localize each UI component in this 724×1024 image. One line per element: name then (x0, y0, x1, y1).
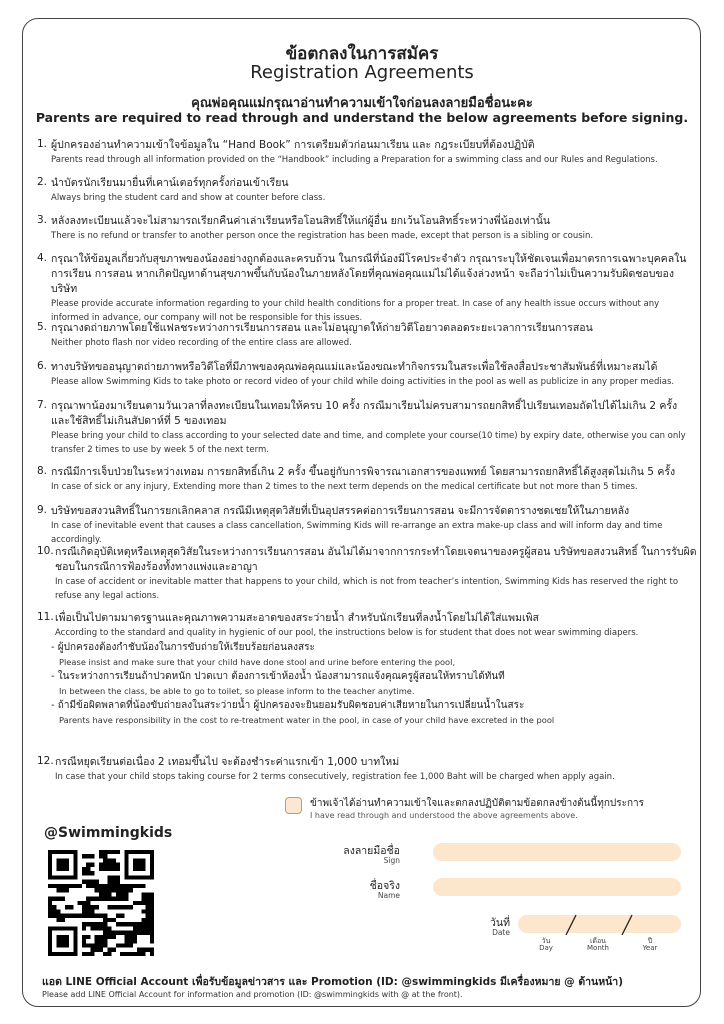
agreement-item-4 (37, 252, 697, 325)
item-text-th: กรณีมีการเจ็บป่วยในระหว่างเทอม การยกสิทธิ์เกิน 2 ครั้ง ขึ้นอยู่กับการพิจารณาเอกสารของแพทย์ โดยสามารถยกสิทธิ์ได้สูงสุดไม่เกิน 5 ครั้ง (51, 466, 676, 478)
item-text-th: บริษัทขอสงวนสิทธิ์ในการยกเลิกคลาส กรณีมีเหตุสุดวิสัยที่เป็นอุปสรรคต่อการเรียนการสอน จะมีการจัดตารางชดเชยให้ในภายหลัง (51, 505, 630, 517)
sub-item-th: - ผู้ปกครองต้องกำชับน้องในการขับถ่ายให้เรียบร้อยก่อนลงสระ (51, 642, 315, 653)
item-text-en: In case of inevitable event that causes a class cancellation, Swimming Kids will re-arrange an extra make-up class and will inform day and time accordingly. (51, 521, 663, 545)
item-text-th: กรุณางดถ่ายภาพโดยใช้แฟลชระหว่างการเรียนการสอน และไม่อนุญาตให้ถ่ายวิดีโอยาวตลอดระยะเวลาการเรียนการสอน (51, 322, 593, 334)
date-separators (518, 913, 681, 935)
date-label-en: Date (492, 928, 510, 937)
agree-checkbox[interactable] (285, 797, 302, 814)
title-en: Registration Agreements (250, 62, 474, 83)
item-text-th: กรณีหยุดเรียนต่อเนื่อง 2 เทอมขึ้นไป จะต้องชำระค่าแรกเข้า 1,000 บาทใหม่ (55, 756, 400, 768)
name-label-en: Name (377, 891, 400, 900)
month-label-en: Month (587, 944, 609, 952)
item-number: 10. (37, 545, 54, 557)
agreement-item-5 (37, 321, 697, 350)
title-th: ข้อตกลงในการสมัคร (285, 44, 439, 64)
item-number: 12. (37, 755, 54, 767)
social-handle: @Swimmingkids (44, 825, 173, 841)
item-text-en: Please provide accurate information regarding to your child health conditions for a proper treat. In case of any health issue occurs without any informed in advance, our company will not be responsible for this issues. (51, 299, 660, 323)
sub-item-en: Parents have responsibility in the cost to re-treatment water in the pool, in case of your child have excreted in the pool (59, 715, 555, 725)
item-text-en: According to the standard and quality in hygienic of our pool, the instructions below is for student that does not wear swimming diapers. (55, 628, 639, 638)
item-text-en: In case of sick or any injury, Extending more than 2 times to the next term depends on the medical certificate but not more than 5 times. (51, 482, 638, 492)
item-number: 5. (37, 321, 48, 333)
day-label-th: วัน (541, 937, 551, 945)
item-number: 1. (37, 138, 48, 150)
item-number: 4. (37, 252, 48, 264)
item-text-en: In case of accident or inevitable matter that happens to your child, which is not from teacher’s intention, Swimming Kids has reserved the right to refuse any legal actions. (55, 577, 679, 601)
item-text-th: นำบัตรนักเรียนมายื่นที่เคาน์เตอร์ทุกครั้งก่อนเข้าเรียน (51, 177, 289, 189)
agreement-item-6 (37, 360, 697, 389)
sub-item-th: - ถ้ามีข้อผิดพลาดที่น้องขับถ่ายลงในสระว่ายน้ำ ผู้ปกครองจะยินยอมรับผิดชอบค่าเสียหายในการเปลี่ยนน้ำในสระ (51, 700, 525, 711)
item-number: 8. (37, 465, 48, 477)
name-field[interactable] (433, 878, 681, 896)
agreement-item-1 (37, 138, 697, 167)
agree-text-th: ข้าพเจ้าได้อ่านทำความเข้าใจและตกลงปฏิบัติตามข้อตกลงข้างต้นนี้ทุกประการ (310, 798, 645, 809)
item-text-en: In case that your child stops taking course for 2 terms consecutively, registration fee 1,000 Baht will be charged when apply again. (55, 772, 615, 782)
item-text-en: Always bring the student card and show at counter before class. (51, 193, 326, 203)
item-text-th: ผู้ปกครองอ่านทำความเข้าใจข้อมูลใน “Hand Book” การเตรียมตัวก่อนมาเรียน และ กฎระเบียบที่ต้องปฏิบัติ (51, 139, 535, 151)
item-text-th: เพื่อเป็นไปตามมาตรฐานและคุณภาพความสะอาดของสระว่ายน้ำ สำหรับนักเรียนที่ลงน้ำโดยไม่ได้ใส่แพมเพิส (55, 612, 539, 624)
sub-item-en: Please insist and make sure that your child have done stool and urine before entering the pool, (59, 657, 456, 667)
item-number: 11. (37, 611, 54, 623)
item-text-en: Parents read through all information provided on the “Handbook” including a Preparation for a swimming class and our Rules and Regulations. (51, 155, 658, 165)
item-text-th: กรณีเกิดอุบัติเหตุหรือเหตุสุดวิสัยในระหว่างการเรียนการสอน อันไม่ได้มาจากการกระทำโดยเจตนาของครูผู้สอน บริษัทขอสงวนสิทธิ์ ในการรับผิดชอบในกรณีการฟ้องร้องทั้งทางแพ่งและอาญา (55, 546, 697, 573)
item-number: 3. (37, 214, 48, 226)
item-number: 9. (37, 504, 48, 516)
footer-text-th: แอด LINE Official Account เพื่อรับข้อมูลข่าวสาร และ Promotion (ID: @swimmingkids มีเครื่องหมาย @ ด้านหน้า) (42, 976, 624, 988)
item-text-en: Please allow Swimming Kids to take photo or record video of your child while doing activities in the pool as well as publicize in any proper medias. (51, 377, 675, 387)
line-qr-code-icon[interactable] (48, 850, 154, 956)
item-text-en: Neither photo flash nor video recording of the entire class are allowed. (51, 338, 352, 348)
agree-text-en: I have read through and understood the above agreements above. (310, 811, 578, 820)
year-label-en: Year (642, 944, 658, 952)
item-number: 2. (37, 176, 48, 188)
sub-item-en: In between the class, be able to go to toilet, so please inform to the teacher anytime. (59, 686, 415, 696)
subtitle-th: คุณพ่อคุณแม่กรุณาอ่านทำความเข้าใจก่อนลงลายมือชื่อนะคะ (191, 96, 533, 111)
date-field[interactable] (518, 915, 681, 933)
signature-field[interactable] (433, 843, 681, 861)
item-text-en: Please bring your child to class according to your selected date and time, and complete your course(10 time) by expiry date, otherwise you can only transfer 2 times to use by week 5 of the next term. (51, 431, 686, 455)
item-text-th: กรุณาพาน้องมาเรียนตามวันเวลาที่ลงทะเบียนในเทอมให้ครบ 10 ครั้ง กรณีมาเรียนไม่ครบสามารถยกสิทธิ์ไปเรียนเทอมถัดไปได้ไม่เกิน 2 ครั้ง และใช้สิทธิ์ไม่เกินสัปดาห์ที่ 5 ของเทอม (51, 400, 678, 427)
item-text-th: หลังลงทะเบียนแล้วจะไม่สามารถเรียกคืนค่าเล่าเรียนหรือโอนสิทธิ์ให้แก่ผู้อื่น ยกเว้นโอนสิทธิ์ระหว่างพี่น้องเท่านั้น (51, 215, 551, 227)
agreement-item-3 (37, 214, 697, 243)
day-label-en: Day (539, 944, 553, 952)
sub-item-th: - ในระหว่างการเรียนถ้าปวดหนัก ปวดเบา ต้องการเข้าห้องน้ำ น้องสามารถแจ้งคุณครูผู้สอนให้ทราบได้ทันที (51, 671, 505, 682)
agreement-item-9 (37, 504, 697, 547)
item-number: 6. (37, 360, 48, 372)
agreement-item-12 (37, 755, 697, 784)
year-label-th: ปี (647, 937, 653, 945)
agreement-item-10 (37, 545, 697, 603)
agreement-item-8 (37, 465, 697, 494)
sign-label-th: ลงลายมือชื่อ (343, 845, 400, 857)
item-text-th: กรุณาให้ข้อมูลเกี่ยวกับสุขภาพของน้องอย่างถูกต้องและครบถ้วน ในกรณีที่น้องมีโรคประจำตัว กรุณาระบุให้ชัดเจนเพื่อมาตรการเฉพาะบุคคลในการเรียน การสอน หากเกิดปัญหาด้านสุขภาพขึ้นกับน้องในภายหลังโดยที่คุณพ่อคุณแม่ไม่ได้แจ้งล่วงหน้า จะถือว่าไม่เป็นความรับผิดชอบของบริษัท (51, 253, 687, 295)
item-number: 7. (37, 399, 48, 411)
item-text-en: There is no refund or transfer to another person once the registration has been made, except that person is a sibling or cousin. (51, 231, 594, 241)
sign-label-en: Sign (383, 856, 400, 865)
agreement-item-2 (37, 176, 697, 205)
item-text-th: ทางบริษัทขออนุญาตถ่ายภาพหรือวิดีโอที่มีภาพของคุณพ่อคุณแม่และน้องขณะทำกิจกรรมในสระเพื่อใช้ลงสื่อประชาสัมพันธ์ที่เหมาะสมได้ (51, 361, 658, 373)
subtitle-en: Parents are required to read through and understand the below agreements before signing. (35, 110, 689, 125)
name-label-th: ชื่อจริง (369, 880, 400, 892)
month-label-th: เดือน (590, 937, 606, 945)
agreement-item-7 (37, 399, 697, 457)
date-label-th: วันที่ (490, 917, 510, 929)
agreement-item-11 (37, 611, 697, 727)
footer-text-en: Please add LINE Official Account for information and promotion (ID: @swimmingkids with @ at the front). (42, 990, 463, 999)
